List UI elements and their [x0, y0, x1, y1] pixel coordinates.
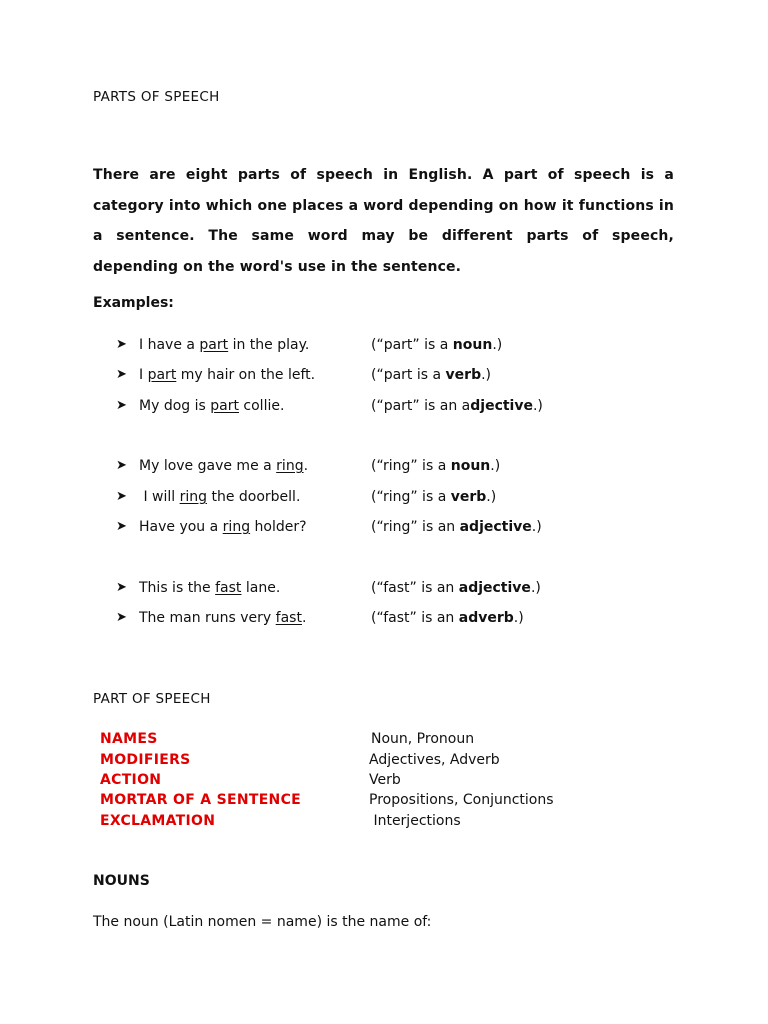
example-sentence: My love gave me a ring.: [139, 458, 309, 474]
bullet-arrow-icon: ➤: [116, 367, 127, 382]
pos-category: NAMES: [100, 731, 158, 747]
bullet-arrow-icon: ➤: [116, 337, 127, 352]
pos-words: Adjectives, Adverb: [369, 752, 500, 768]
example-sentence: I will ring the doorbell.: [139, 489, 301, 505]
example-sentence: My dog is part collie.: [139, 398, 285, 414]
pos-words: Verb: [369, 772, 401, 788]
pos-category: EXCLAMATION: [100, 813, 216, 829]
bullet-arrow-icon: ➤: [116, 580, 127, 595]
page-title: PARTS OF SPEECH: [93, 89, 220, 105]
example-word: part: [199, 337, 229, 353]
example-word: ring: [222, 519, 251, 535]
example-note: (“ring” is a noun.): [371, 458, 501, 474]
bullet-arrow-icon: ➤: [116, 610, 127, 625]
example-word: ring: [179, 489, 208, 505]
pos-category: ACTION: [100, 772, 162, 788]
example-sentence: The man runs very fast.: [139, 610, 307, 626]
example-sentence: This is the fast lane.: [139, 580, 281, 596]
bullet-arrow-icon: ➤: [116, 489, 127, 504]
example-sentence: I have a part in the play.: [139, 337, 310, 353]
example-word: fast: [275, 610, 302, 626]
example-note: (“part is a verb.): [371, 367, 492, 383]
bullet-arrow-icon: ➤: [116, 519, 127, 534]
pos-category: MORTAR OF A SENTENCE: [100, 792, 302, 808]
example-word: ring: [276, 458, 304, 474]
examples-label: Examples:: [93, 295, 174, 311]
example-note: (“fast” is an adverb.): [371, 610, 524, 626]
example-word: fast: [215, 580, 242, 596]
example-sentence: I part my hair on the left.: [139, 367, 316, 383]
example-note: (“part” is an adjective.): [371, 398, 543, 414]
example-note: (“ring” is an adjective.): [371, 519, 542, 535]
example-note: (“ring” is a verb.): [371, 489, 497, 505]
noun-definition: The noun (Latin nomen = name) is the name of:: [93, 914, 432, 930]
bullet-arrow-icon: ➤: [116, 398, 127, 413]
pos-words: Noun, Pronoun: [371, 731, 475, 747]
example-word: part: [210, 398, 239, 414]
nouns-heading: NOUNS: [93, 873, 150, 889]
example-word: part: [147, 367, 177, 383]
bullet-arrow-icon: ➤: [116, 458, 127, 473]
example-note: (“fast” is an adjective.): [371, 580, 541, 596]
example-sentence: Have you a ring holder?: [139, 519, 307, 535]
pos-category: MODIFIERS: [100, 752, 191, 768]
example-note: (“part” is a noun.): [371, 337, 503, 353]
pos-heading: PART OF SPEECH: [93, 691, 211, 707]
pos-words: Interjections: [369, 813, 461, 829]
pos-words: Propositions, Conjunctions: [369, 792, 554, 808]
intro-paragraph: There are eight parts of speech in English. A part of speech is a category into which one places a word depending on how it functions in a sentence. The same word may be different parts of speech, depending on the word's use in the sentence.: [93, 167, 674, 275]
